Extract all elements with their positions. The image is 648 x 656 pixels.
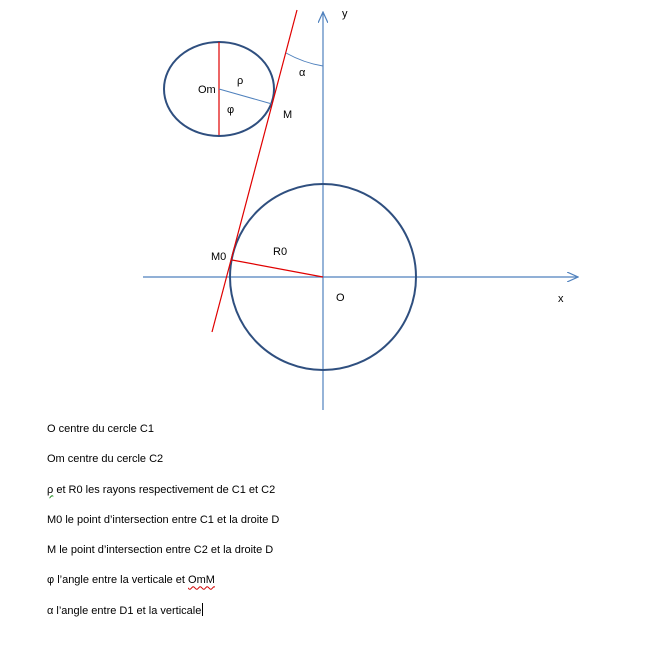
legend-text: O centre du cercle C1 (47, 423, 154, 435)
text-cursor (202, 603, 203, 616)
radius-r0-label: R0 (273, 246, 288, 258)
radius-r0-line (232, 260, 323, 277)
point-m0-label: M0 (211, 251, 227, 263)
center-c2-label: Om (198, 84, 216, 96)
omm-spellcheck-word: OmM (188, 574, 215, 587)
phi-label: φ (227, 104, 235, 116)
legend-text: M le point d’intersection entre C2 et la droite D (47, 544, 274, 557)
legend-item (47, 512, 279, 542)
legend-text: Om centre du cercle C2 (47, 453, 164, 466)
legend-list (47, 421, 279, 633)
rho-radius-line (219, 89, 272, 104)
legend-item (47, 482, 279, 512)
y-axis-label: y (342, 8, 348, 20)
rho-label: ρ (237, 75, 244, 87)
legend-item (47, 572, 279, 602)
legend-item (47, 451, 279, 481)
origin-label: O (336, 292, 345, 304)
legend-item (47, 542, 279, 572)
legend-item (47, 603, 279, 633)
legend-item (47, 421, 279, 451)
line-d (212, 10, 297, 332)
legend-text-post: et R0 les rayons respectivement de C1 et C2 (53, 483, 276, 496)
legend-text-pre: φ l’angle entre la verticale et (47, 574, 189, 587)
legend-text: α l’angle entre D1 et la verticale (47, 604, 202, 617)
alpha-label: α (299, 67, 306, 79)
legend-text: M0 le point d’intersection entre C1 et la droite D (47, 513, 280, 526)
rho-symbol: ρ (47, 483, 54, 496)
alpha-arc (286, 53, 323, 66)
x-axis-label: x (558, 293, 564, 305)
point-m-label: M (283, 109, 293, 121)
